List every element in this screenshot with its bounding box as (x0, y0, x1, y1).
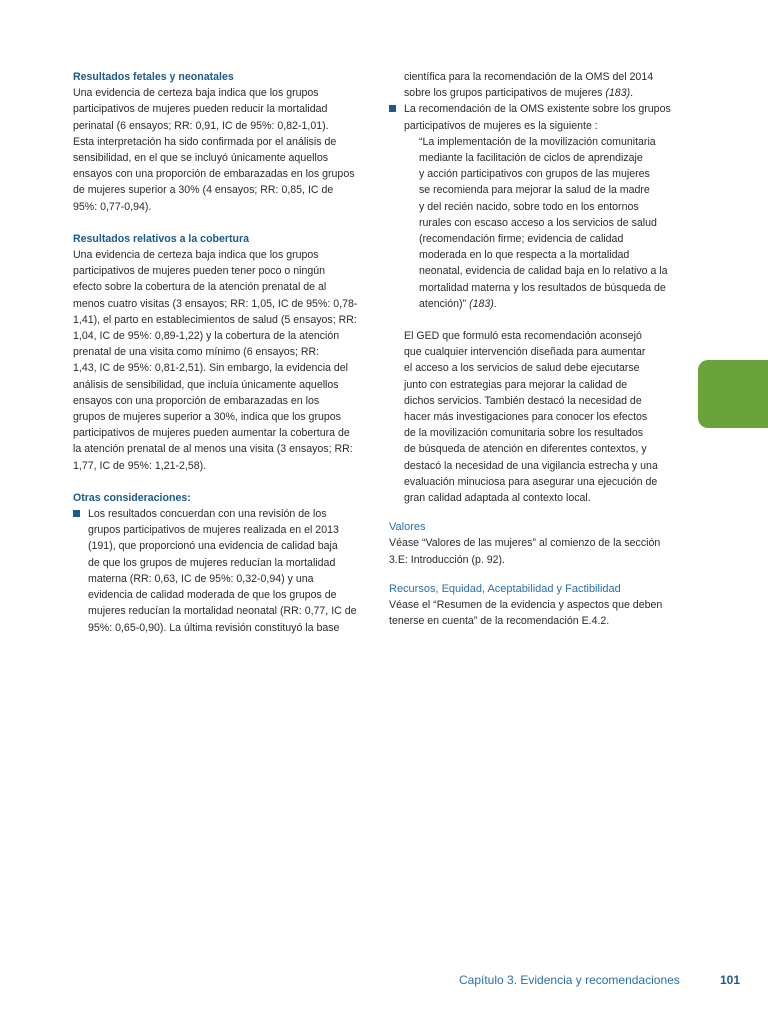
text-line: 95%: 0,77-0,94). (73, 200, 152, 213)
text-line: 1,41), el parto en establecimientos de salud (5 ensayos; RR: (73, 313, 357, 326)
text-line: 1,04, IC de 95%: 0,89-1,22) y la cobertura de la atención (73, 330, 340, 343)
bullet-item-recomendacion (389, 101, 679, 133)
text-line: gran calidad adaptada al contexto local. (404, 492, 591, 505)
text-line: de la movilización comunitaria sobre los resultados (404, 427, 644, 440)
text-line: 1,77, IC de 95%: 1,21-2,58). (73, 459, 207, 472)
text-line: perinatal (6 ensayos; RR: 0,91, IC de 95%: 0,82-1,01). (73, 119, 329, 132)
text-line: efecto sobre la cobertura de la atención prenatal de al (73, 281, 327, 294)
bullet-item-revision (73, 506, 365, 636)
text-span: . (493, 297, 497, 310)
text-line: de búsqueda de atención en diferentes contextos, y (404, 443, 647, 456)
paragraph-recursos (389, 597, 679, 629)
text-line: Los resultados concuerdan con una revisión de los (88, 508, 327, 521)
right-column (389, 69, 679, 630)
text-line: se recomienda para mejorar la salud de la madre (419, 184, 650, 197)
left-column (73, 69, 365, 636)
text-line: evidencia de calidad moderada de que los grupos de (88, 589, 337, 602)
text-line: (recomendación firme; evidencia de calidad (419, 233, 624, 246)
text-line: El GED que formuló esta recomendación aconsejó (404, 330, 642, 343)
text-line: dichos servicios. También destacó la necesidad de (404, 394, 642, 407)
text-line: mortalidad materna y los resultados de búsqueda de (419, 281, 666, 294)
chapter-side-tab (698, 360, 768, 428)
citation-ref: (183) (605, 87, 631, 100)
bullet-continuation (389, 69, 679, 101)
heading-cobertura: Resultados relativos a la cobertura (73, 232, 250, 245)
text-line: de que los grupos de mujeres reducían la mortalidad (88, 556, 336, 569)
text-span: atención)” (419, 297, 470, 310)
square-bullet-icon (389, 105, 396, 112)
text-line: científica para la recomendación de la OMS del 2014 (404, 71, 654, 83)
text-line: Una evidencia de certeza baja indica que los grupos (73, 87, 319, 100)
text-line: ensayos con una proporción de embarazadas en los (73, 394, 320, 407)
text-line: La recomendación de la OMS existente sobre los grupos (404, 103, 671, 116)
text-line: evaluación minuciosa para asegurar una ejecución de (404, 475, 658, 488)
text-line: mujeres reducían la mortalidad neonatal (RR: 0,77, IC de (88, 605, 357, 618)
text-line: hacer más investigaciones para conocer los efectos (404, 411, 648, 424)
text-line: ensayos con una proporción de embarazadas en los grupos (73, 168, 355, 181)
text-line: 1,43, IC de 95%: 0,81-2,51). Sin embargo, la evidencia del (73, 362, 349, 375)
text-line: grupos participativos de mujeres realizada en el 2013 (88, 524, 339, 537)
text-line: tenerse en cuenta” de la recomendación E.4.2. (389, 615, 610, 628)
text-line: Una evidencia de certeza baja indica que los grupos (73, 249, 319, 262)
text-line: destacó la necesidad de una vigilancia estrecha y una (404, 459, 658, 472)
square-bullet-icon (73, 510, 80, 517)
text-line: de mujeres superior a 30% (4 ensayos; RR: 0,85, IC de (73, 184, 334, 197)
text-line (404, 85, 679, 101)
text-line: “La implementación de la movilización comunitaria (419, 135, 656, 148)
text-span: sobre los grupos participativos de mujeres (404, 87, 606, 100)
text-line: y del recién nacido, sobre todo en los entornos (419, 200, 639, 213)
text-line: la atención prenatal de al menos una visita (3 ensayos; RR: (73, 443, 353, 456)
text-line: menos cuatro visitas (3 ensayos; RR: 1,05, IC de 95%: 0,78- (73, 297, 358, 310)
text-line: Véase el “Resumen de la evidencia y aspectos que deben (389, 599, 663, 612)
heading-recursos: Recursos, Equidad, Aceptabilidad y Factibilidad (389, 582, 621, 595)
text-line: participativos de mujeres pueden reducir la mortalidad (73, 103, 328, 116)
heading-fetal-neonatal: Resultados fetales y neonatales (73, 71, 234, 83)
text-line: participativos de mujeres pueden aumentar la cobertura de (73, 427, 350, 440)
text-line: neonatal, evidencia de calidad baja en lo relativo a la (419, 265, 668, 278)
text-line: que cualquier intervención diseñada para aumentar (404, 346, 646, 359)
text-line: análisis de sensibilidad, que incluía únicamente aquellos (73, 378, 339, 391)
text-line: Véase “Valores de las mujeres” al comienzo de la sección (389, 537, 661, 550)
text-line: prenatal de una visita como mínimo (6 ensayos; RR: (73, 346, 320, 359)
text-line: participativos de mujeres pueden tener poco o ningún (73, 265, 326, 278)
page-number: 101 (720, 973, 741, 987)
text-line: el acceso a los servicios de salud debe ejecutarse (404, 362, 640, 375)
heading-valores: Valores (389, 521, 426, 534)
text-line: rurales con escaso acceso a los servicios de salud (419, 216, 657, 229)
text-line: junto con estrategias para mejorar la calidad de (404, 378, 628, 391)
text-line: Esta interpretación ha sido confirmada por el análisis de (73, 135, 337, 148)
text-line: 3.E: Introducción (p. 92). (389, 553, 506, 566)
text-span: . (630, 87, 634, 100)
citation-ref: (183) (469, 297, 494, 310)
footer-chapter-title: Capítulo 3. Evidencia y recomendaciones (459, 973, 680, 987)
text-line: sensibilidad, en el que se incluyó únicamente aquellos (73, 152, 329, 165)
text-line: participativos de mujeres es la siguiente : (404, 119, 598, 132)
paragraph-ged (389, 328, 679, 506)
text-line (419, 296, 679, 312)
paragraph-cobertura (73, 247, 365, 474)
paragraph-valores (389, 535, 679, 567)
recommendation-quote (389, 134, 679, 312)
text-line: grupos de mujeres superior a 30%, indica que los grupos (73, 411, 341, 424)
paragraph-fetal-neonatal (73, 85, 365, 215)
text-line: (191), que proporcionó una evidencia de calidad baja (88, 540, 338, 553)
text-line: moderada en lo que respecta a la mortalidad (419, 249, 630, 262)
text-line: y acción participativos con grupos de las mujeres (419, 168, 650, 181)
heading-otras-consideraciones: Otras consideraciones: (73, 491, 191, 504)
text-line: 95%: 0,65-0,90). La última revisión constituyó la base (88, 621, 340, 634)
text-line: materna (RR: 0,63, IC de 95%: 0,32-0,94) y una (88, 572, 314, 585)
text-line: mediante la facilitación de ciclos de aprendizaje (419, 152, 643, 165)
